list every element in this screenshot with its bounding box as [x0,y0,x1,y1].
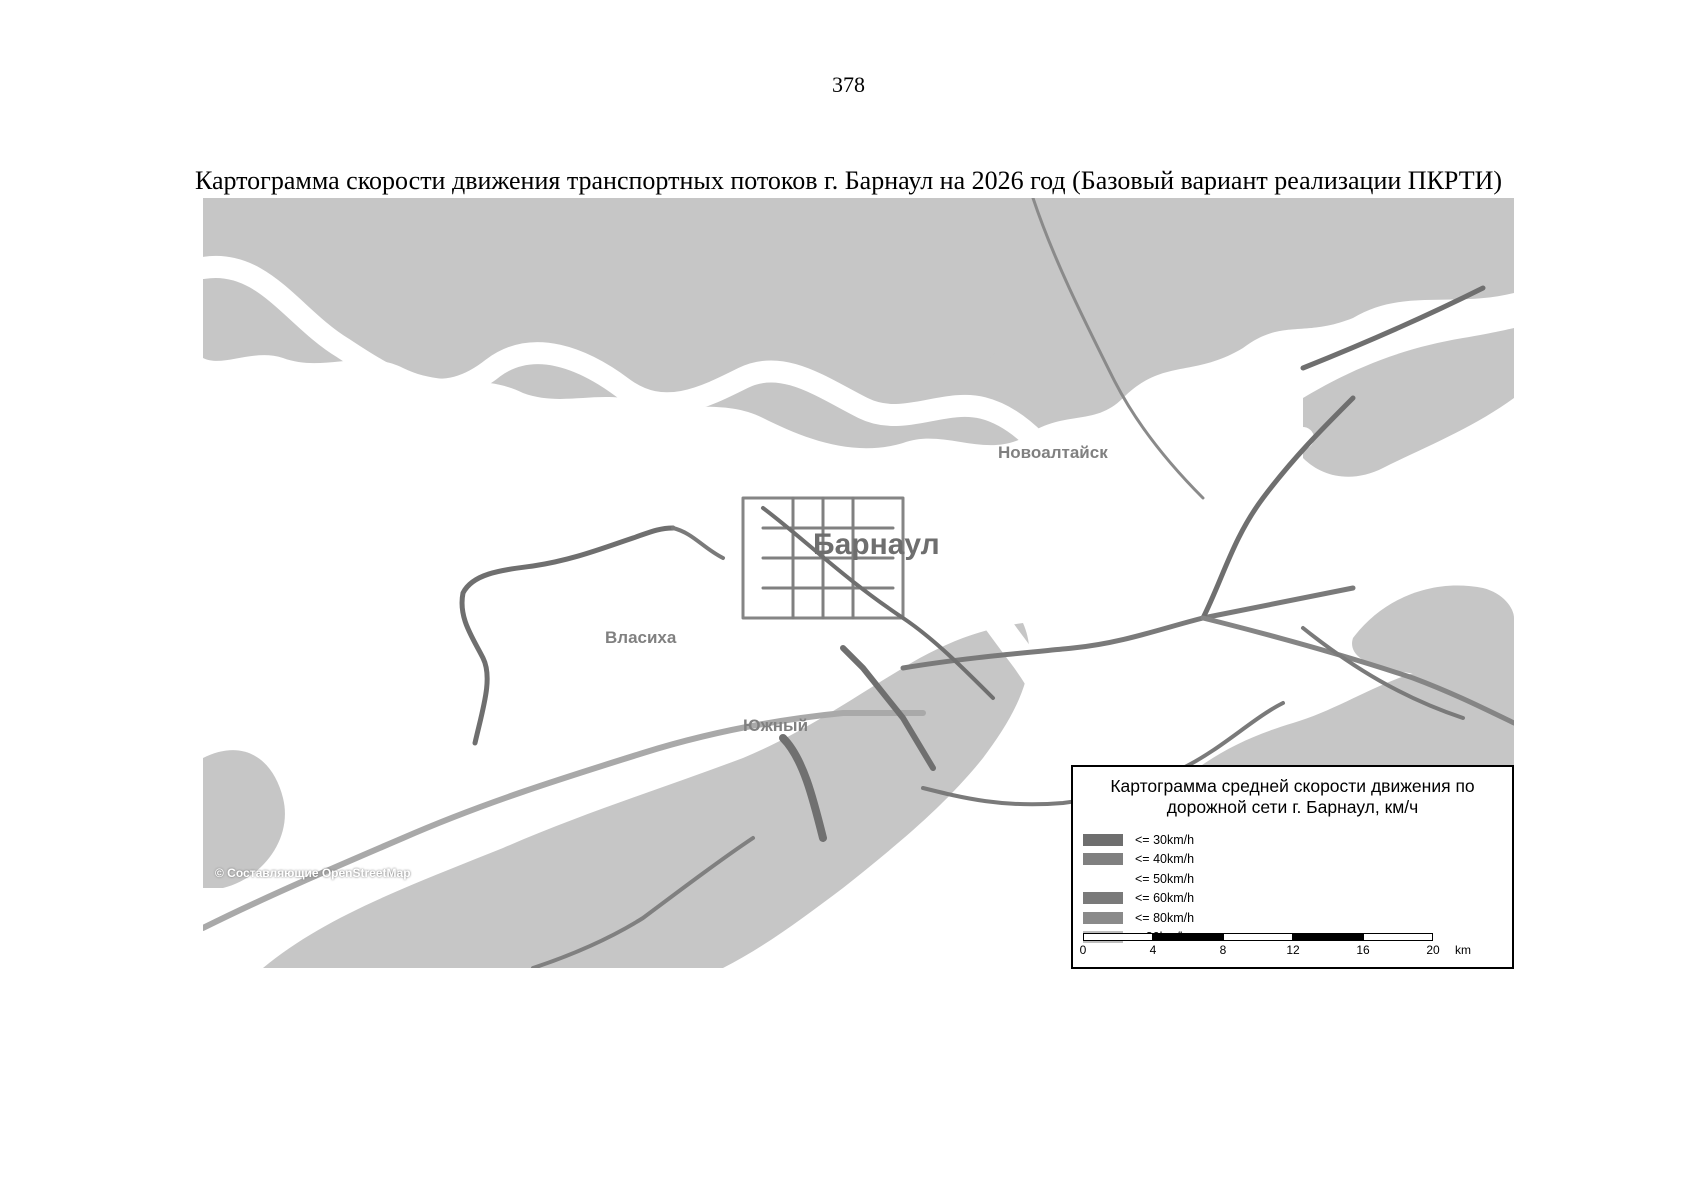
legend-item-label: <= 50km/h [1135,871,1195,886]
scale-segment [1083,933,1153,941]
scale-segment [1363,933,1433,941]
page-number: 378 [832,72,865,97]
legend-swatch [1083,853,1123,865]
scale-segment [1293,933,1363,941]
legend-swatch [1083,873,1123,885]
legend-item [1083,889,1512,909]
osm-attribution: © Составляющие OpenStreetMap [215,866,411,880]
scale-tick: 8 [1219,943,1227,957]
legend-items [1083,830,1512,947]
scale-tick: 12 [1286,943,1300,957]
forest-northeast [1303,328,1514,477]
map-title: Картограмма скорости движения транспортных потоков г. Барнаул на 2026 год (Базовый вариант реализации ПКРТИ) [194,166,1503,195]
scale-tick: 16 [1356,943,1370,957]
legend-item [1083,850,1512,870]
label-novoaltaysk: Новоалтайск [998,443,1108,462]
scale-bar [1079,933,1513,965]
legend-swatch [1083,834,1123,846]
legend-swatch [1083,892,1123,904]
label-yuzhny: Южный [743,716,809,735]
label-barnaul: Барнаул [813,528,940,561]
scale-segment [1223,933,1293,941]
scale-tick: 20 [1426,943,1440,957]
legend-item [1083,830,1512,850]
legend-item-label: <= 80km/h [1135,910,1195,925]
legend-swatch [1083,912,1123,924]
map-legend [1071,765,1514,969]
legend-item-label: <= 30km/h [1135,832,1195,847]
label-vlasikha: Власиха [605,628,677,647]
legend-title: Картограмма средней скорости движения по дорожной сети г. Барнаул, км/ч [1110,776,1475,817]
legend-item-label: <= 60km/h [1135,891,1195,906]
scale-tick: 4 [1149,943,1157,957]
scale-tick: 0 [1079,943,1087,957]
legend-item [1083,869,1512,889]
road-west-loop-2 [673,528,723,558]
forest-east-2 [1352,585,1514,675]
legend-item-label: <= 40km/h [1135,852,1195,867]
scale-unit: km [1455,943,1471,957]
legend-item [1083,908,1512,928]
scale-segment [1153,933,1223,941]
